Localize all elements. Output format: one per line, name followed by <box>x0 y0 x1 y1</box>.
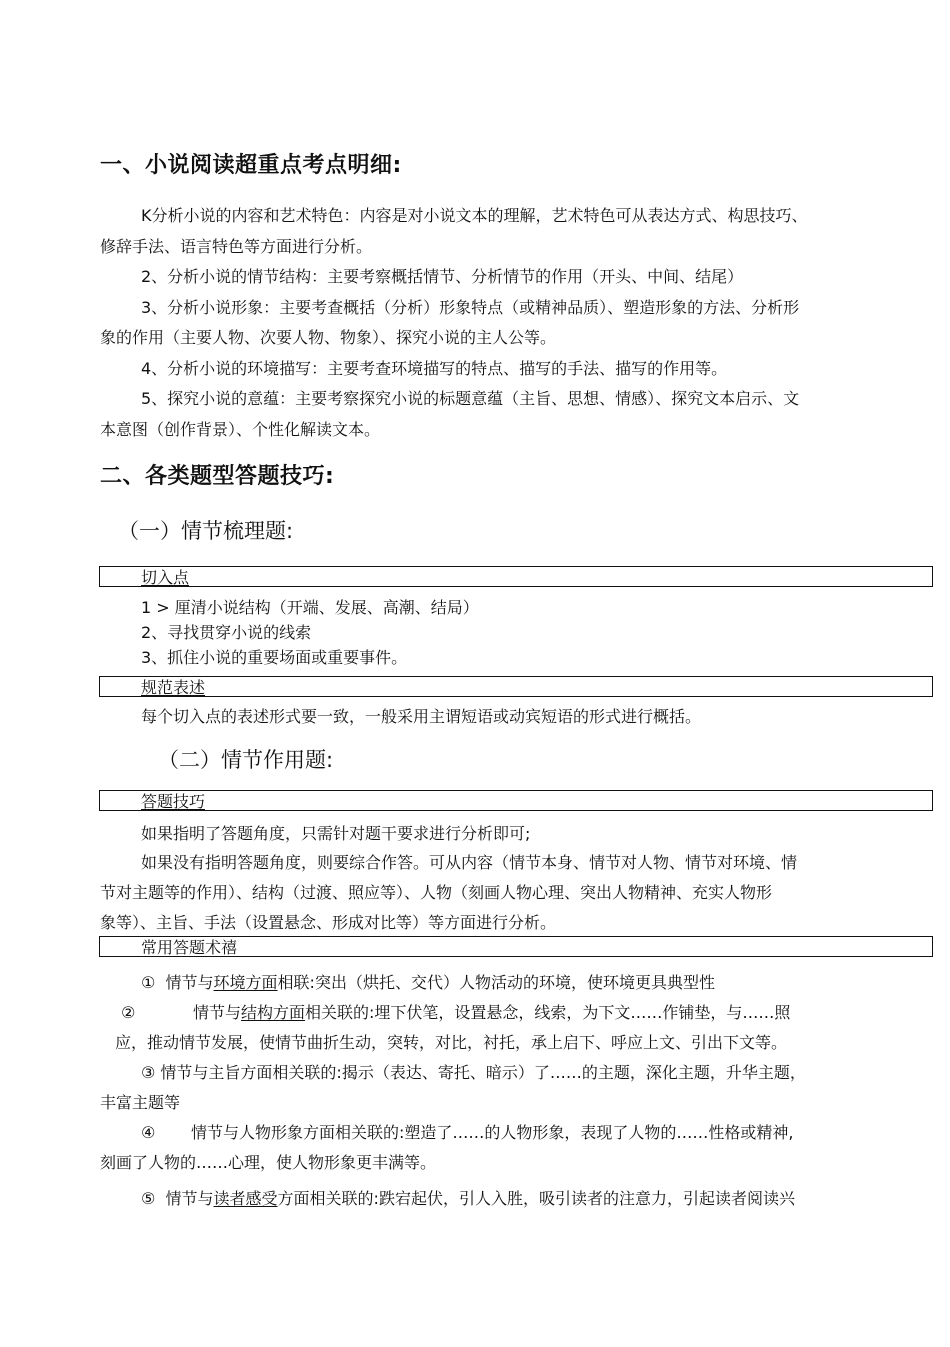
term2-underlined: 结构方面 <box>241 1003 306 1022</box>
s1-item4: 4、分析小说的环境描写：主要考查环境描写的特点、描写的手法、描写的作用等。 <box>141 359 728 378</box>
term5-number: ⑤ <box>141 1189 156 1208</box>
section1-heading: 一、小说阅读超重点考点明细: <box>100 153 402 178</box>
s2-tip1: 如果指明了答题角度，只需针对题干要求进行分析即可; <box>141 824 531 843</box>
sub2-box-tips <box>99 790 933 811</box>
box-label: 答题技巧 <box>141 792 206 811</box>
term2-line2: 应，推动情节发展，使情节曲折生动，突转，对比，衬托，承上启下、呼应上文、引出下文等。 <box>115 1033 788 1052</box>
term2-prefix: 情节与 <box>193 1003 242 1022</box>
term1-number: ① <box>141 973 156 992</box>
sub2-heading: （二）情节作用题: <box>158 748 334 772</box>
term1-prefix: 情节与 <box>165 973 214 992</box>
term5-underlined: 读者感受 <box>213 1189 278 1208</box>
term2 <box>193 997 790 1028</box>
s2-tip2-line2: 节对主题等的作用）、结构（过渡、照应等）、人物（刻画人物心理、突出人物精神、充实人物形 <box>100 883 773 902</box>
box-label: 切入点 <box>141 568 190 587</box>
term5-text: 方面相关联的:跌宕起伏，引人入胜，吸引读者的注意力，引起读者阅读兴 <box>277 1189 795 1208</box>
s1-item3-line1: 3、分析小说形象：主要考查概括（分析）形象特点（或精神品质）、塑造形象的方法、分析形 <box>141 298 800 317</box>
term4-line2: 刻画了人物的……心理，使人物形象更丰满等。 <box>100 1153 437 1172</box>
term4-number: ④ <box>141 1123 156 1142</box>
s2-tip2-line1: 如果没有指明答题角度，则要综合作答。可从内容（情节本身、情节对人物、情节对环境、情 <box>141 853 798 872</box>
term2-number: ② <box>121 1003 136 1022</box>
s2-tip2-line3: 象等）、主旨、手法（设置悬念、形成对比等）等方面进行分析。 <box>100 913 557 932</box>
s2-list-item1: 1 > 厘清小说结构（开端、发展、高潮、结局） <box>141 598 479 617</box>
box-label: 规范表述 <box>141 678 206 697</box>
sub2-box-terms <box>99 936 933 957</box>
s1-item1-line2: 修辞手法、语言特色等方面进行分析。 <box>100 237 373 256</box>
sub1-box-norm <box>99 676 933 697</box>
section2-heading: 二、各类题型答题技巧: <box>100 464 335 489</box>
s2-list-item2: 2、寻找贯穿小说的线索 <box>141 623 312 642</box>
s1-item2: 2、分析小说的情节结构：主要考察概括情节、分析情节的作用（开头、中间、结尾） <box>141 267 744 286</box>
s1-item5-line1: 5、探究小说的意蕴：主要考察探究小说的标题意蕴（主旨、思想、情感）、探究文本启示、文 <box>141 389 800 408</box>
box-label: 常用答题术禧 <box>141 938 238 957</box>
s2-norm-text: 每个切入点的表述形式要一致，一般采用主谓短语或动宾短语的形式进行概括。 <box>141 707 702 726</box>
s1-item3-line2: 象的作用（主要人物、次要人物、物象）、探究小说的主人公等。 <box>100 328 557 347</box>
term1-text: 相联:突出（烘托、交代）人物活动的环境，使环境更具典型性 <box>277 973 715 992</box>
term2-text: 相关联的:埋下伏笔，设置悬念，线索，为下文……作铺垫，与……照 <box>305 1003 791 1022</box>
term5-prefix: 情节与 <box>165 1189 214 1208</box>
s2-list-item3: 3、抓住小说的重要场面或重要事件。 <box>141 648 408 667</box>
term1-underlined: 环境方面 <box>213 973 278 992</box>
sub1-heading: （一）情节梳理题: <box>118 519 294 543</box>
term1 <box>141 967 715 998</box>
term5 <box>141 1183 795 1214</box>
term4-line1: 情节与人物形象方面相关联的:塑造了……的人物形象，表现了人物的……性格或精神, <box>191 1123 794 1142</box>
term3-line1: ③ 情节与主旨方面相关联的:揭示（表达、寄托、暗示）了……的主题，深化主题，升华主题， <box>141 1063 806 1082</box>
s1-item1-line1: K分析小说的内容和艺术特色：内容是对小说文本的理解，艺术特色可从表达方式、构思技巧、 <box>141 206 808 225</box>
term3-line2: 丰富主题等 <box>100 1093 181 1112</box>
sub1-box-entry-point <box>99 566 933 587</box>
s1-item5-line2: 本意图（创作背景）、个性化解读文本。 <box>100 420 381 439</box>
